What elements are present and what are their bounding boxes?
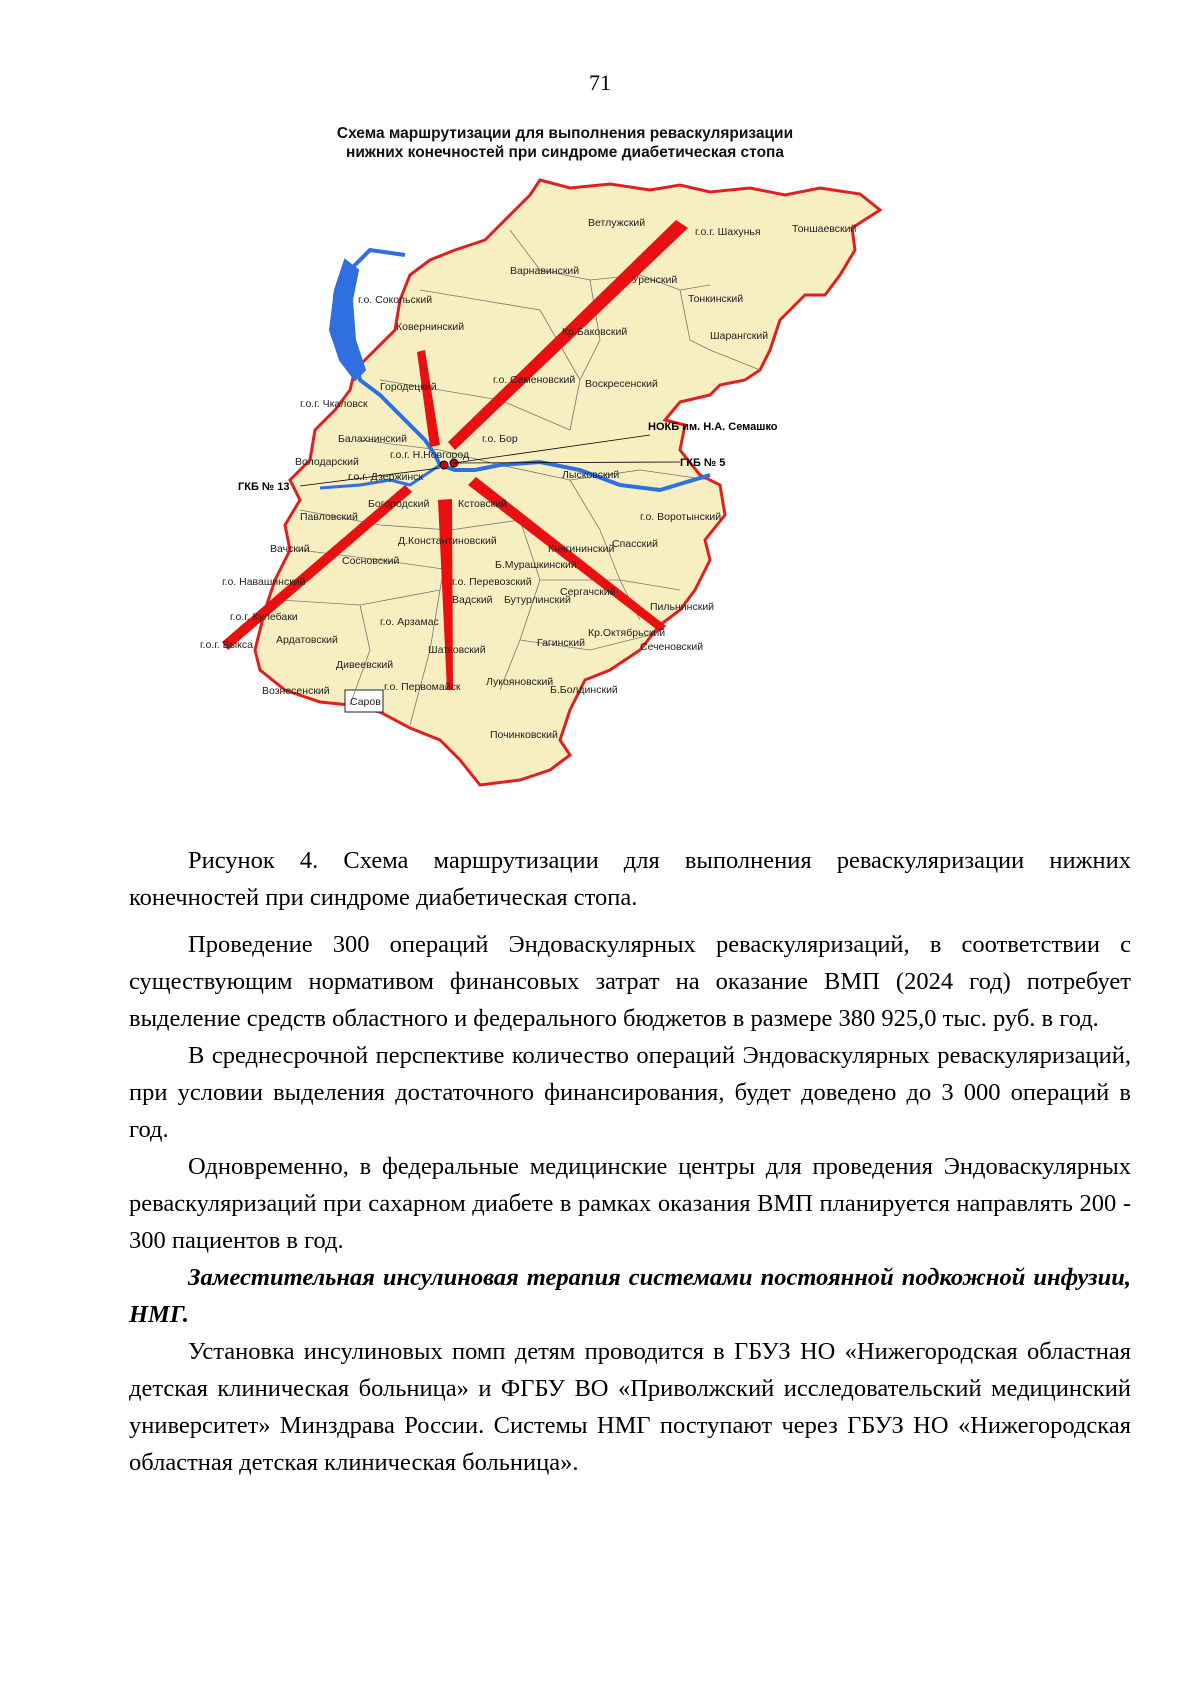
district-label: г.о. Перевозский <box>452 576 532 588</box>
district-label: Лукояновский <box>486 676 554 688</box>
section-heading: Заместительная инсулиновая терапия системами постоянной подкожной инфузии, НМГ. <box>129 1264 1131 1328</box>
paragraph-1: Проведение 300 операций Эндоваскулярных реваскуляризаций, в соответствии с существующим нормативом финансовых затрат на оказание ВМП (2024 год) потребует выделение средств областного и федерального бюджетов в размере 380 925,0 тыс. руб. в год. <box>129 931 1131 1032</box>
district-label: Вачский <box>270 543 310 555</box>
caption-text: Рисунок 4. Схема маршрутизации для выполнения реваскуляризации нижних конечностей при синдроме диабетическая стопа. <box>129 847 1131 911</box>
district-label: г.о. Сокольский <box>358 294 433 306</box>
district-label: г.о. Семеновский <box>493 374 576 386</box>
callout-gkb13: ГКБ № 13 <box>238 481 290 493</box>
district-label: Кр.Октябрьский <box>588 627 666 639</box>
district-label: г.о.г. Шахунья <box>695 226 761 238</box>
district-label: г.о. Бор <box>482 433 518 445</box>
district-label: Шатковский <box>428 644 486 656</box>
district-label: Кстовский <box>458 498 507 510</box>
district-label: Тонкинский <box>688 293 744 305</box>
district-label: г.о.г. Выкса <box>200 639 253 651</box>
district-label: г.о. Арзамас <box>380 616 439 628</box>
paragraph-3: Одновременно, в федеральные медицинские центры для проведения Эндоваскулярных реваскуляризаций при сахарном диабете в рамках оказания ВМП планируется направлять 200 - 300 пациентов в год. <box>129 1153 1131 1254</box>
body-text <box>129 926 1131 1481</box>
callout-gkb5: ГКБ № 5 <box>680 457 726 469</box>
district-label: Варнавинский <box>510 265 580 277</box>
district-label: Гагинский <box>537 637 586 649</box>
district-label: Бутурлинский <box>504 594 571 606</box>
district-label: Павловский <box>300 511 358 523</box>
district-label: Княгининский <box>548 543 615 555</box>
district-label: Д.Константиновский <box>398 535 497 547</box>
gorky-reservoir <box>330 260 365 380</box>
district-label: Богородский <box>368 498 430 510</box>
district-label: Саров <box>350 696 381 708</box>
page-number: 71 <box>589 70 611 95</box>
district-label: Вадский <box>452 594 493 606</box>
district-label: Починковский <box>490 729 558 741</box>
hospital-marker-1 <box>440 461 448 469</box>
district-label: Шарангский <box>710 330 769 342</box>
district-label: Балахнинский <box>338 433 407 445</box>
map-title-line2: нижних конечностей при синдроме диабетическая стопа <box>345 144 785 161</box>
district-label: Ардатовский <box>276 634 338 646</box>
district-label: г.о.г. Н.Новгород <box>390 449 470 461</box>
district-label: Дивеевский <box>336 659 394 671</box>
district-label: Б.Мурашкинский <box>495 559 577 571</box>
district-label: Ветлужский <box>588 217 646 229</box>
map-title-line1: Схема маршрутизации для выполнения реваскуляризации <box>336 125 794 142</box>
district-label: г.о.г. Чкаловск <box>300 398 368 410</box>
district-label: г.о. Первомайск <box>384 681 461 693</box>
paragraph-4: Установка инсулиновых помп детям проводится в ГБУЗ НО «Нижегородская областная детская клиническая больница» и ФГБУ ВО «Приволжский исследовательский медицинский университет» Минздрава России. Системы НМГ поступают через ГБУЗ НО «Нижегородская областная детская клиническая больница». <box>129 1338 1131 1476</box>
district-label: Володарский <box>295 456 359 468</box>
district-label: Сергачский <box>560 586 616 598</box>
map-svg <box>200 180 980 840</box>
district-label: Городецкий <box>380 381 437 393</box>
district-label: Вознесенский <box>262 685 330 697</box>
district-label: г.о.г. Дзержинск <box>348 471 423 483</box>
district-label: Спасский <box>612 538 658 550</box>
district-label: Ковернинский <box>396 321 465 333</box>
district-label: Пильнинский <box>650 601 715 613</box>
district-label: Воскресенский <box>585 378 658 390</box>
district-label: Кр.Баковский <box>562 326 628 338</box>
district-label: Уренский <box>632 274 678 286</box>
district-label: г.о. Навашинский <box>222 576 306 588</box>
district-label: Сеченовский <box>640 641 704 653</box>
routing-map <box>200 180 980 840</box>
figure-caption <box>129 842 1131 916</box>
paragraph-2: В среднесрочной перспективе количество операций Эндоваскулярных реваскуляризаций, при условии выделения достаточного финансирования, будет доведено до 3 000 операций в год. <box>129 1042 1131 1143</box>
district-label: г.о.г. Кулебаки <box>230 611 298 623</box>
district-label: Лысковский <box>562 469 620 481</box>
district-label: Сосновский <box>342 555 400 567</box>
map-title <box>250 124 880 162</box>
district-label: Тоншаевский <box>792 223 857 235</box>
district-label: Б.Болдинский <box>550 684 618 696</box>
callout-nokb: НОКБ им. Н.А. Семашко <box>648 421 778 433</box>
district-label: г.о. Воротынский <box>640 511 722 523</box>
